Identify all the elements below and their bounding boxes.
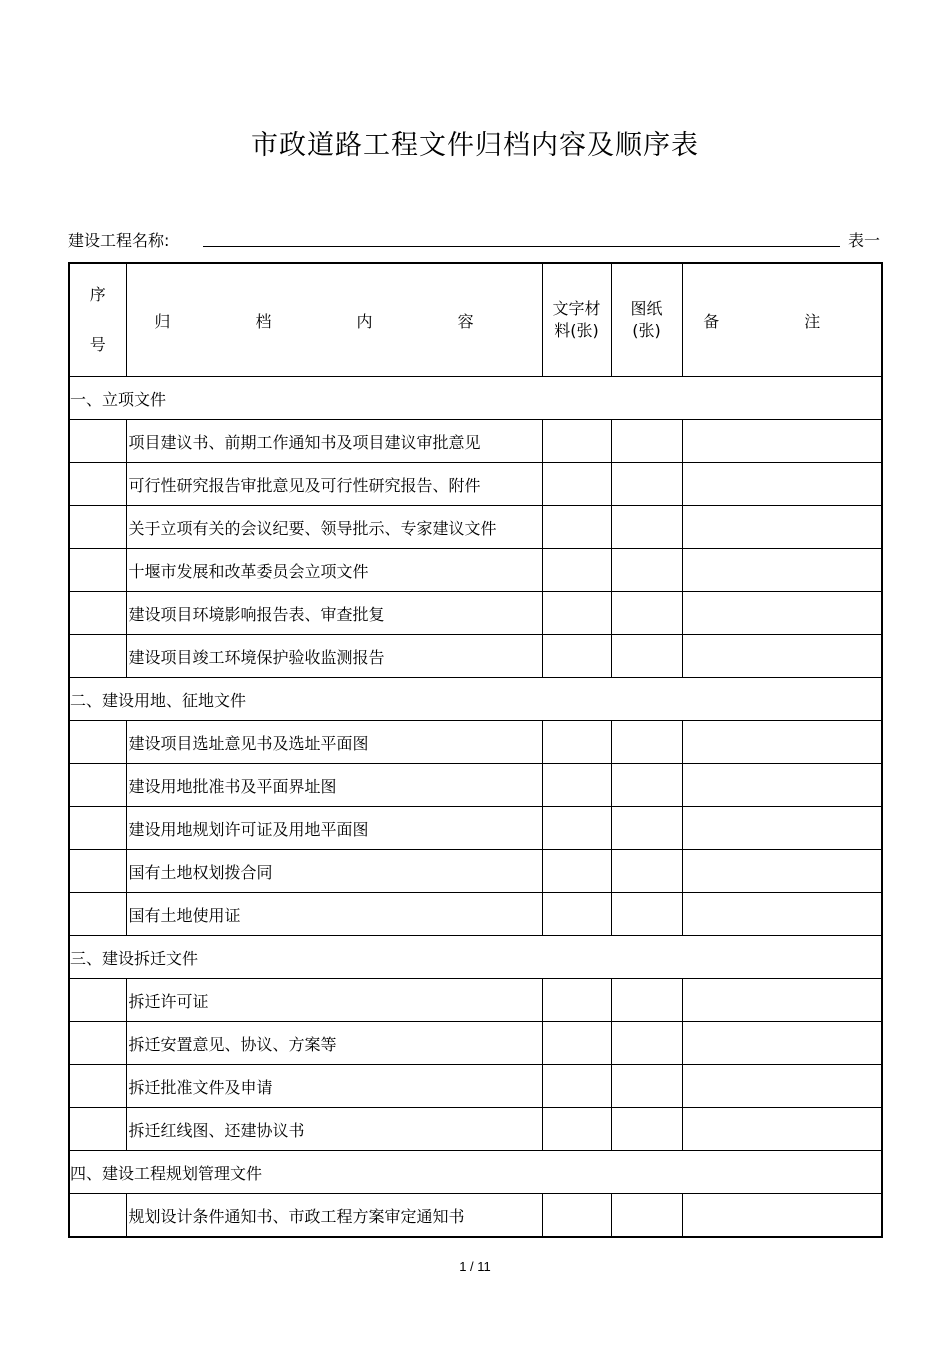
remarks-cell[interactable] xyxy=(682,420,882,463)
seq-cell xyxy=(69,635,126,678)
drawings-cell[interactable] xyxy=(611,592,682,635)
table-row xyxy=(69,1194,882,1238)
text-material-cell[interactable] xyxy=(542,1108,611,1151)
content-cell: 建设项目选址意见书及选址平面图 xyxy=(126,721,542,764)
drawings-cell[interactable] xyxy=(611,979,682,1022)
remarks-cell[interactable] xyxy=(682,635,882,678)
text-material-cell[interactable] xyxy=(542,850,611,893)
remarks-cell[interactable] xyxy=(682,463,882,506)
text-material-cell[interactable] xyxy=(542,549,611,592)
table-row xyxy=(69,592,882,635)
remarks-cell[interactable] xyxy=(682,1065,882,1108)
seq-cell xyxy=(69,1108,126,1151)
section-title: 四、建设工程规划管理文件 xyxy=(69,1151,882,1194)
drawings-cell[interactable] xyxy=(611,850,682,893)
section-row xyxy=(69,1151,882,1194)
text-material-cell[interactable] xyxy=(542,506,611,549)
content-cell: 拆迁许可证 xyxy=(126,979,542,1022)
content-cell: 国有土地权划拨合同 xyxy=(126,850,542,893)
text-material-cell[interactable] xyxy=(542,721,611,764)
project-name-line xyxy=(68,228,880,250)
table-row xyxy=(69,979,882,1022)
section-title: 三、建设拆迁文件 xyxy=(69,936,882,979)
seq-cell xyxy=(69,1065,126,1108)
seq-cell xyxy=(69,1022,126,1065)
seq-cell xyxy=(69,463,126,506)
drawings-cell[interactable] xyxy=(611,1022,682,1065)
table-row xyxy=(69,549,882,592)
header-content: 归 档 内 容 xyxy=(126,263,542,377)
header-seq-top: 序 xyxy=(89,285,106,304)
drawings-cell[interactable] xyxy=(611,1108,682,1151)
content-cell: 建设项目竣工环境保护验收监测报告 xyxy=(126,635,542,678)
seq-cell xyxy=(69,592,126,635)
header-drawings: 图纸(张) xyxy=(611,263,682,377)
drawings-cell[interactable] xyxy=(611,721,682,764)
text-material-cell[interactable] xyxy=(542,1065,611,1108)
project-name-label: 建设工程名称: xyxy=(68,231,170,250)
remarks-cell[interactable] xyxy=(682,506,882,549)
remarks-cell[interactable] xyxy=(682,1022,882,1065)
header-remarks: 备 注 xyxy=(682,263,882,377)
content-cell: 拆迁批准文件及申请 xyxy=(126,1065,542,1108)
table-row xyxy=(69,1065,882,1108)
drawings-cell[interactable] xyxy=(611,893,682,936)
content-cell: 国有土地使用证 xyxy=(126,893,542,936)
project-name-blank xyxy=(203,246,840,247)
section-row xyxy=(69,936,882,979)
table-row xyxy=(69,635,882,678)
drawings-cell[interactable] xyxy=(611,506,682,549)
table-body xyxy=(69,377,882,1238)
remarks-cell[interactable] xyxy=(682,764,882,807)
seq-cell xyxy=(69,549,126,592)
drawings-cell[interactable] xyxy=(611,635,682,678)
section-row xyxy=(69,377,882,420)
drawings-cell[interactable] xyxy=(611,1065,682,1108)
document-title: 市政道路工程文件归档内容及顺序表 xyxy=(251,130,699,161)
drawings-cell[interactable] xyxy=(611,807,682,850)
remarks-cell[interactable] xyxy=(682,721,882,764)
text-material-cell[interactable] xyxy=(542,764,611,807)
text-material-cell[interactable] xyxy=(542,979,611,1022)
table-row xyxy=(69,1108,882,1151)
section-title: 二、建设用地、征地文件 xyxy=(69,678,882,721)
seq-cell xyxy=(69,506,126,549)
text-material-cell[interactable] xyxy=(542,807,611,850)
table-row xyxy=(69,850,882,893)
content-cell: 拆迁红线图、还建协议书 xyxy=(126,1108,542,1151)
content-cell: 十堰市发展和改革委员会立项文件 xyxy=(126,549,542,592)
header-text-material: 文字材料(张) xyxy=(542,263,611,377)
drawings-cell[interactable] xyxy=(611,1194,682,1238)
page-number: 1 / 11 xyxy=(459,1259,491,1274)
table-row xyxy=(69,420,882,463)
text-material-cell[interactable] xyxy=(542,893,611,936)
table-row xyxy=(69,506,882,549)
text-material-cell[interactable] xyxy=(542,592,611,635)
table-row xyxy=(69,764,882,807)
seq-cell xyxy=(69,1194,126,1238)
table-row xyxy=(69,721,882,764)
remarks-cell[interactable] xyxy=(682,1194,882,1238)
content-cell: 建设项目环境影响报告表、审查批复 xyxy=(126,592,542,635)
table-row xyxy=(69,463,882,506)
seq-cell xyxy=(69,721,126,764)
seq-cell xyxy=(69,850,126,893)
remarks-cell[interactable] xyxy=(682,850,882,893)
seq-cell xyxy=(69,764,126,807)
archive-table xyxy=(68,262,883,1238)
drawings-cell[interactable] xyxy=(611,764,682,807)
content-cell: 建设用地批准书及平面界址图 xyxy=(126,764,542,807)
content-cell: 规划设计条件通知书、市政工程方案审定通知书 xyxy=(126,1194,542,1238)
drawings-cell[interactable] xyxy=(611,420,682,463)
remarks-cell[interactable] xyxy=(682,592,882,635)
content-cell: 关于立项有关的会议纪要、领导批示、专家建议文件 xyxy=(126,506,542,549)
header-seq xyxy=(69,263,126,377)
text-material-cell[interactable] xyxy=(542,1022,611,1065)
table-row xyxy=(69,1022,882,1065)
text-material-cell[interactable] xyxy=(542,463,611,506)
remarks-cell[interactable] xyxy=(682,979,882,1022)
drawings-cell[interactable] xyxy=(611,549,682,592)
seq-cell xyxy=(69,893,126,936)
seq-cell xyxy=(69,420,126,463)
table-header-row xyxy=(69,263,882,377)
text-material-cell[interactable] xyxy=(542,420,611,463)
section-row xyxy=(69,678,882,721)
content-cell: 拆迁安置意见、协议、方案等 xyxy=(126,1022,542,1065)
content-cell: 项目建议书、前期工作通知书及项目建议审批意见 xyxy=(126,420,542,463)
remarks-cell[interactable] xyxy=(682,893,882,936)
table-row xyxy=(69,807,882,850)
text-material-cell[interactable] xyxy=(542,635,611,678)
seq-cell xyxy=(69,979,126,1022)
table-number: 表一 xyxy=(847,231,880,250)
remarks-cell[interactable] xyxy=(682,807,882,850)
header-seq-bottom: 号 xyxy=(89,335,106,354)
content-cell: 可行性研究报告审批意见及可行性研究报告、附件 xyxy=(126,463,542,506)
remarks-cell[interactable] xyxy=(682,549,882,592)
drawings-cell[interactable] xyxy=(611,463,682,506)
content-cell: 建设用地规划许可证及用地平面图 xyxy=(126,807,542,850)
text-material-cell[interactable] xyxy=(542,1194,611,1238)
remarks-cell[interactable] xyxy=(682,1108,882,1151)
section-title: 一、立项文件 xyxy=(69,377,882,420)
seq-cell xyxy=(69,807,126,850)
table-row xyxy=(69,893,882,936)
